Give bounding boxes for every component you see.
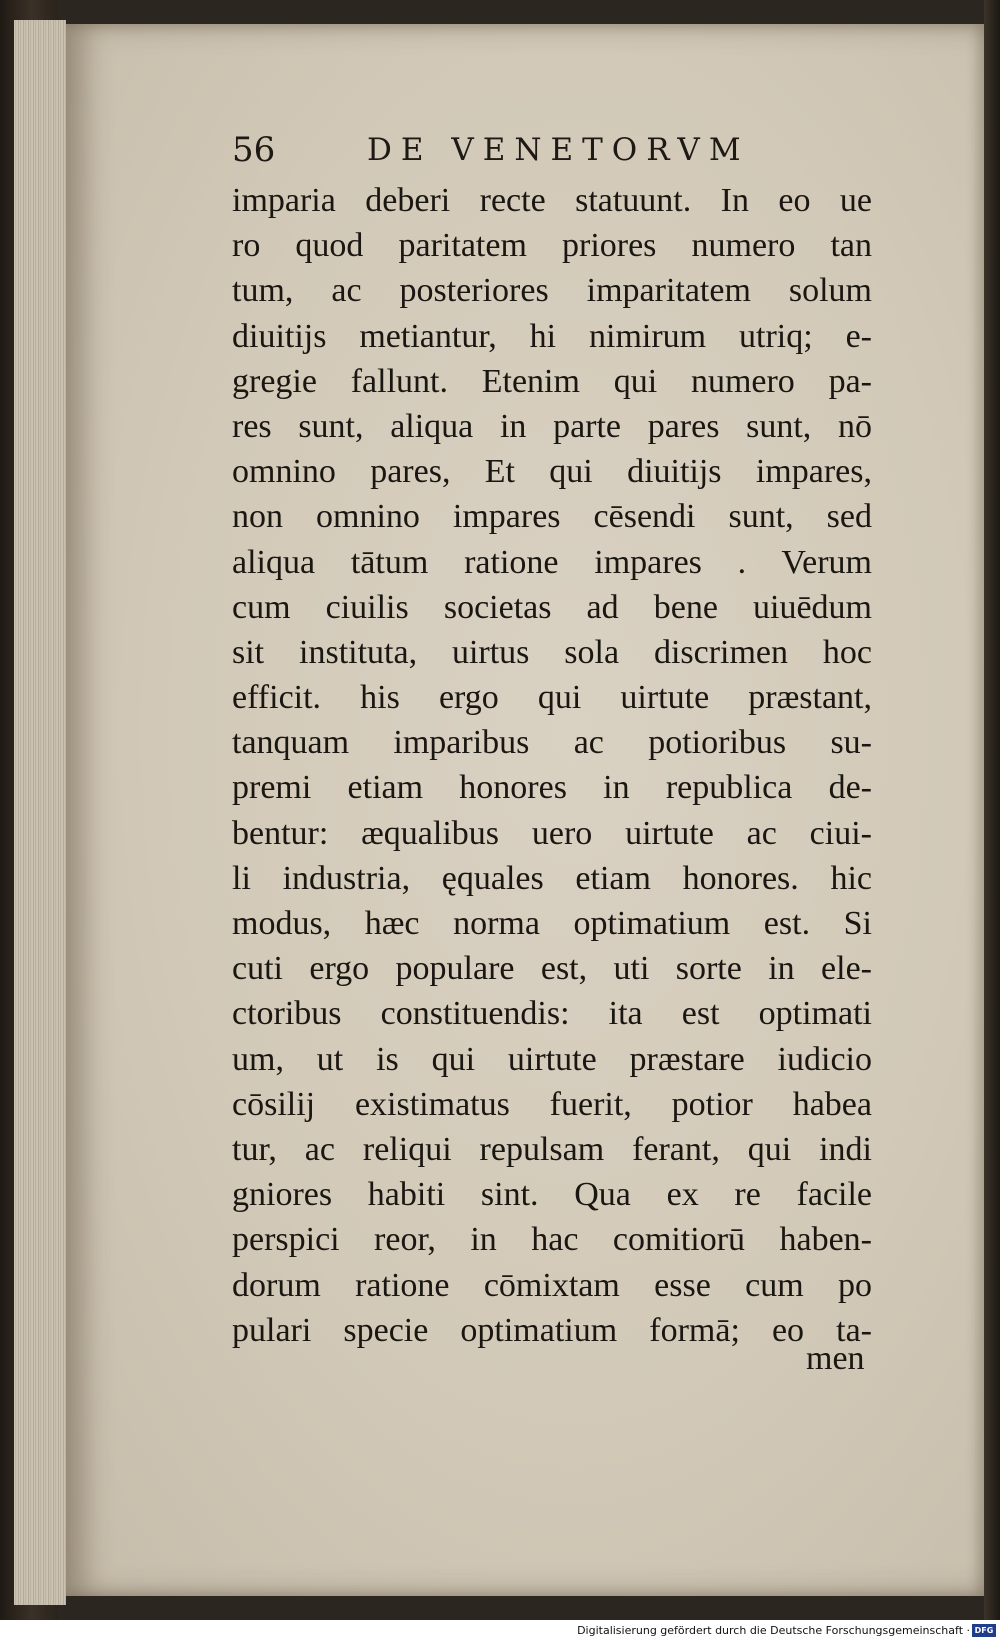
text-line: um, ut is qui uirtute præstare iudicio bbox=[232, 1040, 872, 1078]
text-line: imparia deberi recte statuunt. In eo ue bbox=[232, 182, 872, 219]
text-block bbox=[232, 178, 872, 1353]
text-line: gniores habiti sint. Qua ex re facile bbox=[232, 1176, 872, 1214]
running-title: DE VENETORVM bbox=[367, 132, 750, 168]
text-line: aliqua tātum ratione impares . Verum bbox=[232, 543, 872, 581]
text-line: perspici reor, in hac comitiorū haben- bbox=[232, 1221, 872, 1259]
book-cover-right bbox=[984, 0, 1000, 1620]
text-line: diuitijs metiantur, hi nimirum utriq; e- bbox=[232, 317, 872, 355]
text-line: premi etiam honores in republica de- bbox=[232, 769, 872, 807]
funding-credit: Digitalisierung gefördert durch die Deutsche Forschungsgemeinschaft · bbox=[577, 1624, 970, 1637]
text-line: non omnino impares cēsendi sunt, sed bbox=[232, 498, 872, 536]
page-header bbox=[232, 128, 792, 172]
text-line: bentur: æqualibus uero uirtute ac ciui- bbox=[232, 814, 872, 852]
text-line: tur, ac reliqui repulsam ferant, qui indi bbox=[232, 1130, 872, 1168]
text-line: efficit. his ergo qui uirtute præstant, bbox=[232, 679, 872, 717]
footer-bar bbox=[0, 1620, 1000, 1642]
text-line: sit instituta, uirtus sola discrimen hoc bbox=[232, 633, 872, 671]
text-line: pulari specie optimatium formā; eo ta- bbox=[232, 1311, 872, 1349]
text-line: li industria, ęquales etiam honores. hic bbox=[232, 859, 872, 897]
text-line: omnino pares, Et qui diuitijs impares, bbox=[232, 453, 872, 491]
catchword: men bbox=[806, 1340, 865, 1377]
dfg-logo: DFG bbox=[972, 1624, 996, 1637]
text-line: cōsilij existimatus fuerit, potior habea bbox=[232, 1085, 872, 1123]
page-number: 56 bbox=[232, 130, 276, 170]
text-line: ro quod paritatem priores numero tan bbox=[232, 227, 872, 265]
text-line: modus, hæc norma optimatium est. Si bbox=[232, 905, 872, 942]
text-line: dorum ratione cōmixtam esse cum po bbox=[232, 1266, 872, 1304]
text-line: tanquam imparibus ac potioribus su- bbox=[232, 724, 872, 762]
text-line: cum ciuilis societas ad bene uiuēdum bbox=[232, 588, 872, 626]
page-edges bbox=[14, 20, 66, 1605]
text-line: tum, ac posteriores imparitatem solum bbox=[232, 272, 872, 310]
text-line: cuti ergo populare est, uti sorte in ele- bbox=[232, 950, 872, 988]
text-line: ctoribus constituendis: ita est optimati bbox=[232, 995, 872, 1033]
text-line: gregie fallunt. Etenim qui numero pa- bbox=[232, 362, 872, 400]
text-line: res sunt, aliqua in parte pares sunt, nō bbox=[232, 407, 872, 445]
